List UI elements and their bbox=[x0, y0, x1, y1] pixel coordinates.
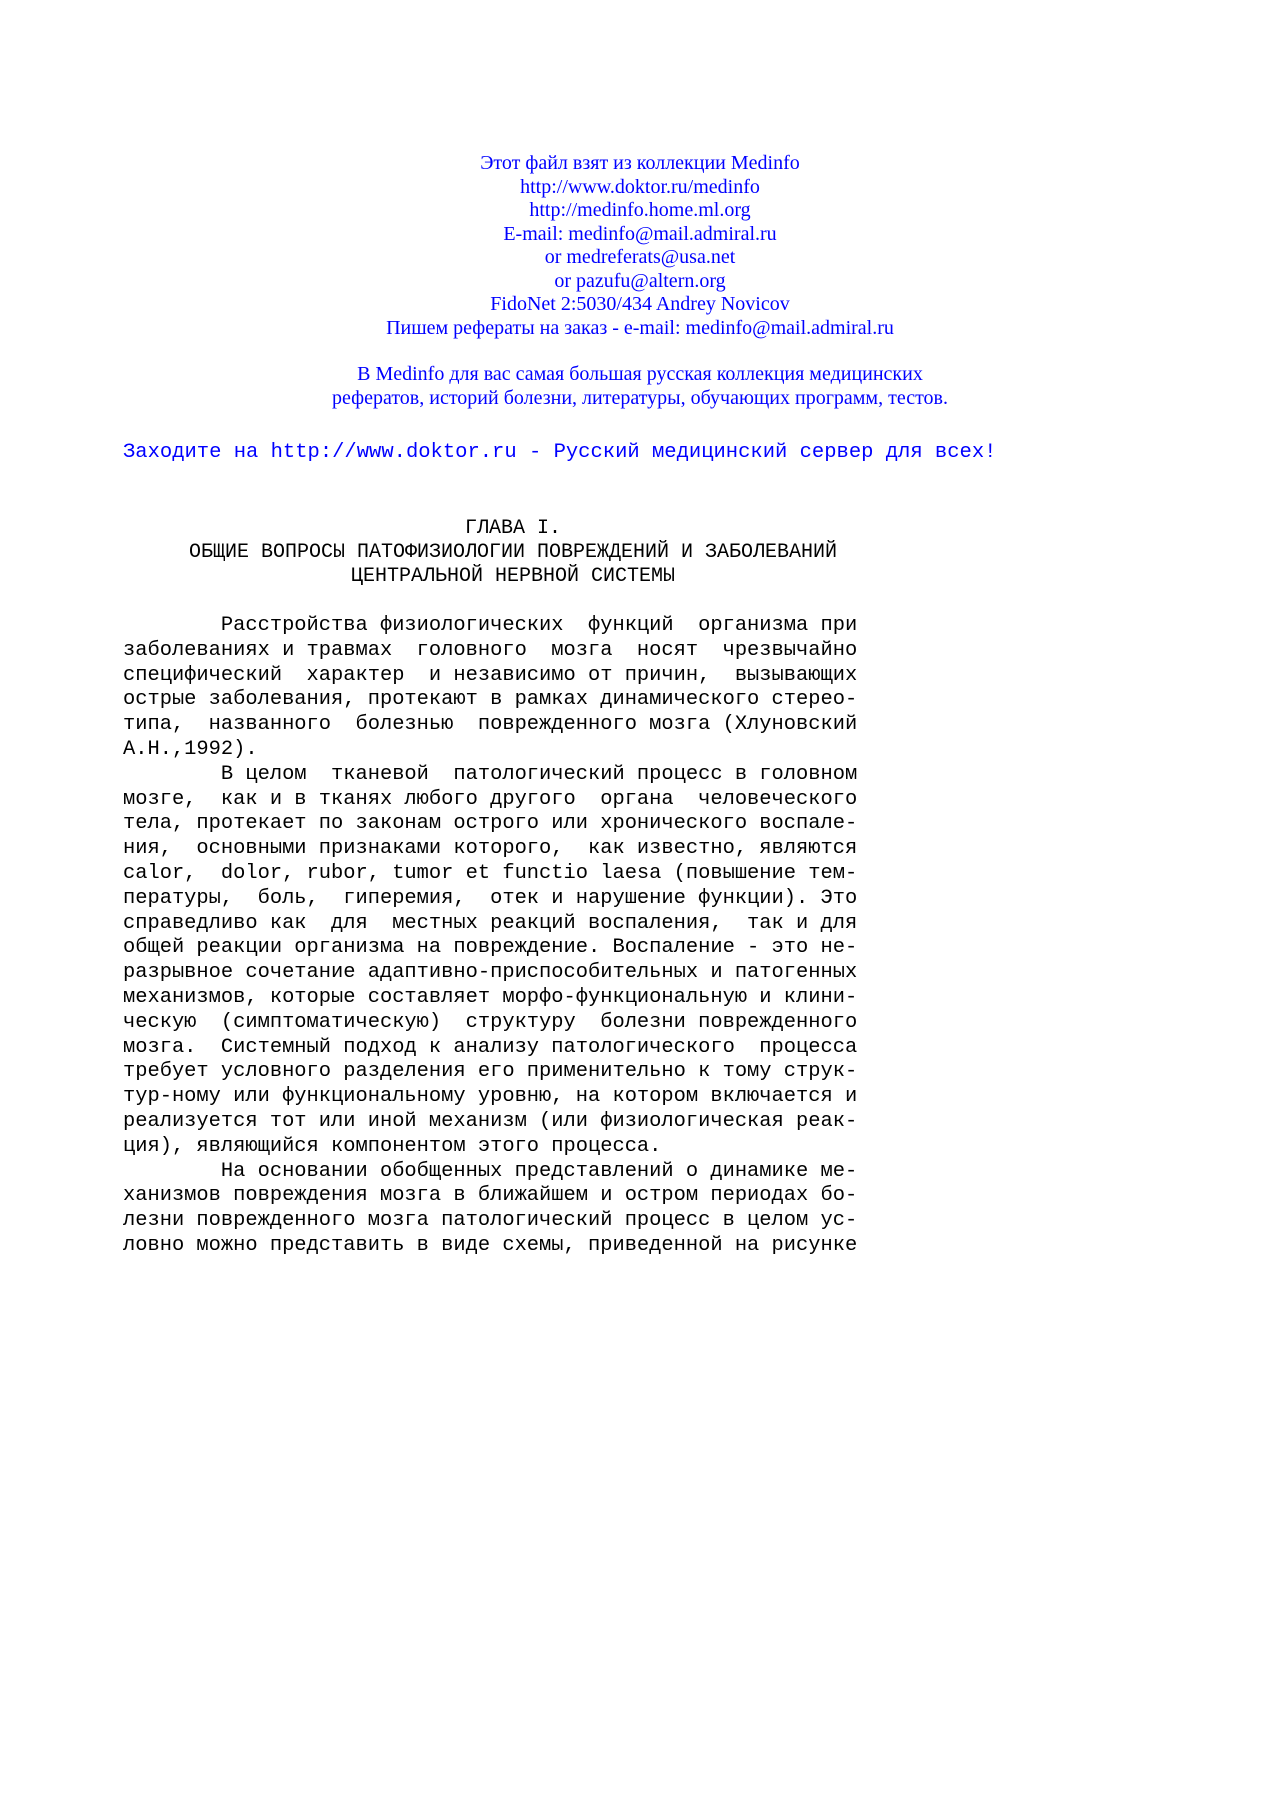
body-line: пературы, боль, гиперемия, отек и нарушение функции). Это bbox=[123, 886, 858, 910]
body-line: мозге, как и в тканях любого другого органа человеческого bbox=[123, 787, 858, 811]
body-text bbox=[123, 614, 903, 1259]
body-line: лезни поврежденного мозга патологический процесс в целом ус- bbox=[123, 1209, 858, 1233]
body-line: тела, протекает по законам острого или хронического воспале- bbox=[123, 812, 858, 836]
body-line: ловно можно представить в виде схемы, приведенной на рисунке bbox=[123, 1233, 858, 1257]
chapter-number: ГЛАВА I. bbox=[464, 517, 561, 540]
email-primary[interactable]: E-mail: medinfo@mail.admiral.ru bbox=[503, 222, 777, 245]
body-line: справедливо как для местных реакций воспаления, так и для bbox=[123, 911, 858, 935]
body-line: разрывное сочетание адаптивно-приспособительных и патогенных bbox=[123, 961, 858, 985]
body-line: заболеваниях и травмах головного мозга носят чрезвычайно bbox=[123, 638, 858, 662]
server-invite-line[interactable]: Заходите на http://www.doktor.ru - Русский медицинский сервер для всех! bbox=[123, 441, 997, 464]
mirror-link[interactable]: http://medinfo.home.ml.org bbox=[529, 199, 751, 221]
body-line: ния, основными признаками которого, как известно, являются bbox=[123, 837, 858, 861]
body-line: требует условного разделения его применительно к тому струк- bbox=[123, 1060, 858, 1084]
chapter-title-line-2: ЦЕНТРАЛЬНОЙ НЕРВНОЙ СИСТЕМЫ bbox=[350, 565, 676, 588]
header-spacer bbox=[0, 340, 1280, 363]
body-line: типа, названного болезнью поврежденного мозга (Хлуновский bbox=[123, 713, 858, 737]
body-line: общей реакции организма на повреждение. Воспаление - это не- bbox=[123, 936, 858, 960]
body-line: механизмов, которые составляет морфо-функциональную и клини- bbox=[123, 985, 858, 1009]
chapter-title-line-1: ОБЩИЕ ВОПРОСЫ ПАТОФИЗИОЛОГИИ ПОВРЕЖДЕНИЙ И ЗАБОЛЕВАНИЙ bbox=[188, 541, 838, 564]
fidonet-address: FidoNet 2:5030/434 Andrey Novicov bbox=[490, 293, 790, 315]
email-alt-1[interactable]: or medreferats@usa.net bbox=[544, 246, 736, 268]
body-line: А.Н.,1992). bbox=[123, 737, 258, 761]
email-alt-2[interactable]: or pazufu@altern.org bbox=[554, 269, 726, 292]
body-line: мозга. Системный подход к анализу патологического процесса bbox=[123, 1035, 858, 1059]
collection-title: Этот файл взят из коллекции Medinfo bbox=[480, 152, 800, 174]
body-line: ция), являющийся компонентом этого процесса. bbox=[123, 1134, 662, 1158]
chapter-heading bbox=[123, 517, 903, 589]
promo-line-2: рефератов, историй болезни, литературы, обучающих программ, тестов. bbox=[332, 386, 948, 409]
website-link[interactable]: http://www.doktor.ru/medinfo bbox=[520, 175, 760, 198]
body-line: специфический характер и независимо от причин, вызывающих bbox=[123, 663, 858, 687]
body-line: В целом тканевой патологический процесс в головном bbox=[123, 762, 858, 786]
body-line: тур-ному или функциональному уровню, на котором включается и bbox=[123, 1085, 858, 1109]
body-line: На основании обобщенных представлений о динамике ме- bbox=[123, 1159, 858, 1183]
body-line: острые заболевания, протекают в рамках динамического стерео- bbox=[123, 688, 858, 712]
body-line: ханизмов повреждения мозга в ближайшем и остром периодах бо- bbox=[123, 1184, 858, 1208]
order-notice: Пишем рефераты на заказ - e-mail: medinfo@mail.admiral.ru bbox=[386, 316, 894, 339]
promo-line-1: В Medinfo для вас самая большая русская коллекция медицинских bbox=[357, 363, 923, 385]
collection-header bbox=[0, 152, 1280, 410]
body-line: Расстройства физиологических функций организма при bbox=[123, 614, 858, 637]
body-line: реализуется тот или иной механизм (или физиологическая реак- bbox=[123, 1109, 858, 1133]
body-line: calor, dolor, rubor, tumor et functio laesa (повышение тем- bbox=[123, 861, 858, 885]
body-line: ческую (симптоматическую) структуру болезни поврежденного bbox=[123, 1010, 858, 1034]
